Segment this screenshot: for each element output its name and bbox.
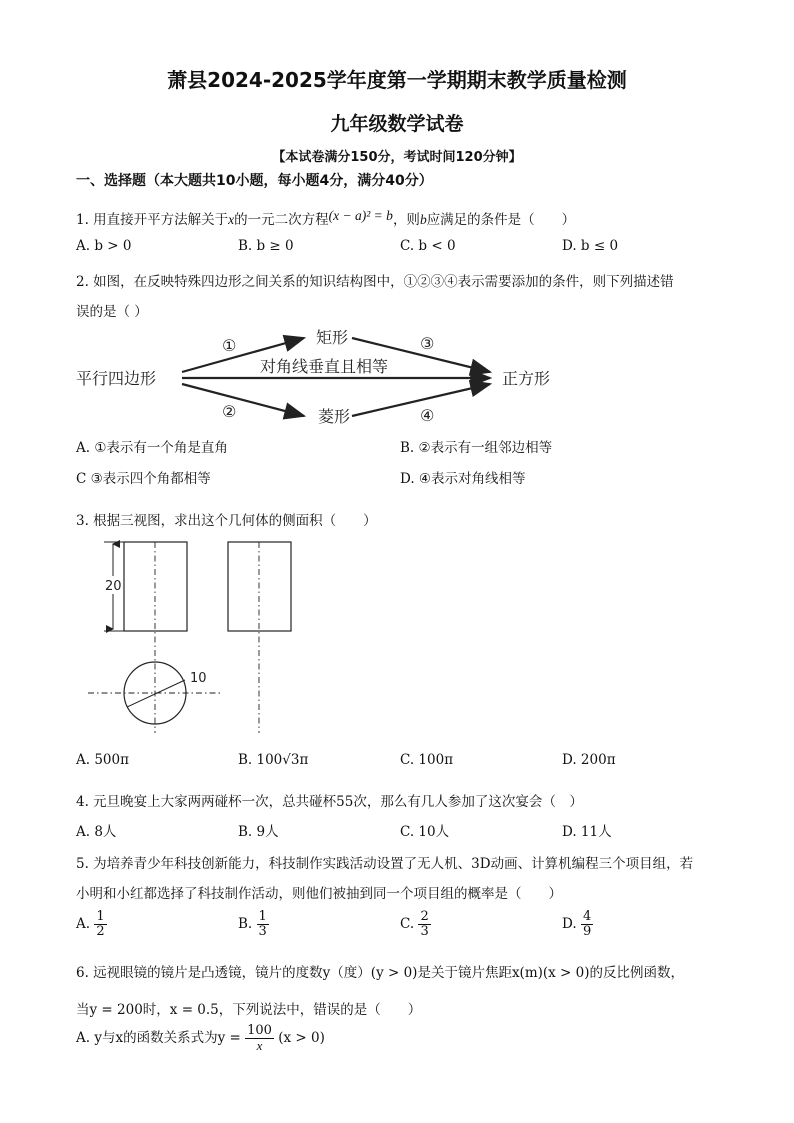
q5-option-b-letter: B. bbox=[238, 916, 253, 932]
question-5-stem-line2: 小明和小红都选择了科技制作活动，则他们被抽到同一个项目组的概率是（ ） bbox=[76, 886, 562, 902]
q1-stem-a: 1. 用直接开平方法解关于 bbox=[76, 212, 229, 228]
question-6-stem-line1: 6. 远视眼镜的镜片是凸透镜，镜片的度数y（度）(y > 0)是关于镜片焦距x(m)(x > 0)的反比例函数， bbox=[76, 965, 685, 981]
label-diagonals-perpendicular-equal: 对角线垂直且相等 bbox=[260, 357, 389, 376]
arrow-to-rhombus bbox=[182, 384, 304, 416]
q5-option-d-fraction bbox=[581, 910, 593, 939]
question-1-stem bbox=[76, 208, 575, 228]
q1-option-b: B. b ≥ 0 bbox=[238, 238, 294, 254]
quadrilateral-relationship-diagram bbox=[70, 322, 570, 432]
question-5-stem-line1: 5. 为培养青少年科技创新能力，科技制作实践活动设置了无人机、3D动画、计算机编程三个项目组，若 bbox=[76, 856, 694, 872]
q2-option-b: B. ②表示有一组邻边相等 bbox=[400, 440, 553, 456]
q6-a-numerator: 100 bbox=[247, 1023, 272, 1038]
q5-option-c bbox=[400, 910, 431, 939]
q5-option-b bbox=[238, 910, 269, 939]
question-6-stem-line2: 当y = 200时，x = 0.5，下列说法中，错误的是（ ） bbox=[76, 1002, 422, 1018]
diameter-label: 10 bbox=[190, 671, 207, 686]
section-heading: 一、选择题（本大题共10小题，每小题4分，满分40分） bbox=[76, 173, 433, 189]
q1-option-a: A. b > 0 bbox=[76, 238, 132, 254]
q5-c-denominator: 3 bbox=[420, 924, 429, 939]
q5-option-c-letter: C. bbox=[400, 916, 415, 932]
exam-subtitle: 九年级数学试卷 bbox=[330, 113, 464, 135]
q3-option-c: C. 100π bbox=[400, 752, 454, 768]
q2-option-c: C ③表示四个角都相等 bbox=[76, 471, 211, 487]
q5-option-d bbox=[562, 910, 593, 939]
q1-option-c: C. b < 0 bbox=[400, 238, 456, 254]
q5-a-denominator: 2 bbox=[96, 924, 105, 939]
side-view-rect bbox=[228, 542, 291, 631]
q6-option-a bbox=[76, 1024, 325, 1053]
q5-option-c-fraction bbox=[418, 910, 430, 939]
q5-a-numerator: 1 bbox=[96, 909, 105, 924]
q1-equation: (x − a)² = b bbox=[328, 208, 393, 223]
condition-2-label: ② bbox=[222, 402, 237, 421]
question-2-stem-line1: 2. 如图，在反映特殊四边形之间关系的知识结构图中，①②③④表示需要添加的条件，则下列描述错 bbox=[76, 274, 674, 290]
q4-option-b: B. 9人 bbox=[238, 824, 279, 840]
exam-title: 萧县2024-2025学年度第一学期期末教学质量检测 bbox=[167, 68, 627, 92]
q6-option-a-suffix: (x > 0) bbox=[278, 1030, 325, 1046]
q1-stem-b: 的一元二次方程 bbox=[234, 212, 329, 228]
exam-note: 【本试卷满分150分，考试时间120分钟】 bbox=[272, 150, 522, 165]
question-4-stem: 4. 元旦晚宴上大家两两碰杯一次，总共碰杯55次，那么有几人参加了这次宴会（ ） bbox=[76, 794, 583, 810]
q1-stem-d: 应满足的条件是（ ） bbox=[426, 212, 576, 228]
condition-1-label: ① bbox=[222, 336, 237, 355]
front-view-rect bbox=[124, 542, 187, 631]
q5-option-a-letter: A. bbox=[76, 916, 91, 932]
q5-c-numerator: 2 bbox=[420, 909, 429, 924]
q6-option-a-fraction bbox=[245, 1024, 274, 1053]
q6-a-denominator: x bbox=[256, 1038, 263, 1053]
q2-option-d: D. ④表示对角线相等 bbox=[400, 471, 526, 487]
q5-option-d-letter: D. bbox=[562, 916, 577, 932]
condition-3-label: ③ bbox=[420, 334, 435, 353]
condition-4-label: ④ bbox=[420, 406, 435, 425]
q5-option-b-fraction bbox=[257, 910, 269, 939]
q3-option-a: A. 500π bbox=[76, 752, 129, 768]
q1-var-x: x bbox=[228, 212, 235, 227]
question-2-stem-line2: 误的是（ ） bbox=[76, 304, 148, 320]
three-view-drawing bbox=[80, 530, 320, 740]
q4-option-a: A. 8人 bbox=[76, 824, 117, 840]
q1-stem-c: ，则 bbox=[392, 212, 420, 228]
q5-b-numerator: 1 bbox=[258, 909, 267, 924]
q5-d-denominator: 9 bbox=[582, 924, 592, 939]
q6-option-a-prefix: A. y与x的函数关系式为y = bbox=[76, 1030, 241, 1046]
q5-option-a bbox=[76, 910, 107, 939]
node-square: 正方形 bbox=[502, 369, 551, 388]
q3-option-b: B. 100√3π bbox=[238, 752, 309, 768]
q5-b-denominator: 3 bbox=[258, 924, 267, 939]
q4-option-c: C. 10人 bbox=[400, 824, 450, 840]
q1-var-b: b bbox=[419, 212, 427, 227]
q5-option-a-fraction bbox=[94, 910, 106, 939]
node-parallelogram: 平行四边形 bbox=[76, 369, 157, 388]
height-label: 20 bbox=[105, 579, 122, 594]
q1-option-d: D. b ≤ 0 bbox=[562, 238, 619, 254]
node-rhombus: 菱形 bbox=[318, 407, 351, 426]
node-rectangle: 矩形 bbox=[316, 328, 349, 347]
top-view-diameter-line bbox=[127, 680, 185, 707]
q2-option-a: A. ①表示有一个角是直角 bbox=[76, 440, 228, 456]
q3-option-d: D. 200π bbox=[562, 752, 616, 768]
question-3-stem: 3. 根据三视图，求出这个几何体的侧面积（ ） bbox=[76, 513, 377, 529]
q4-option-d: D. 11人 bbox=[562, 824, 612, 840]
q5-d-numerator: 4 bbox=[582, 909, 592, 924]
